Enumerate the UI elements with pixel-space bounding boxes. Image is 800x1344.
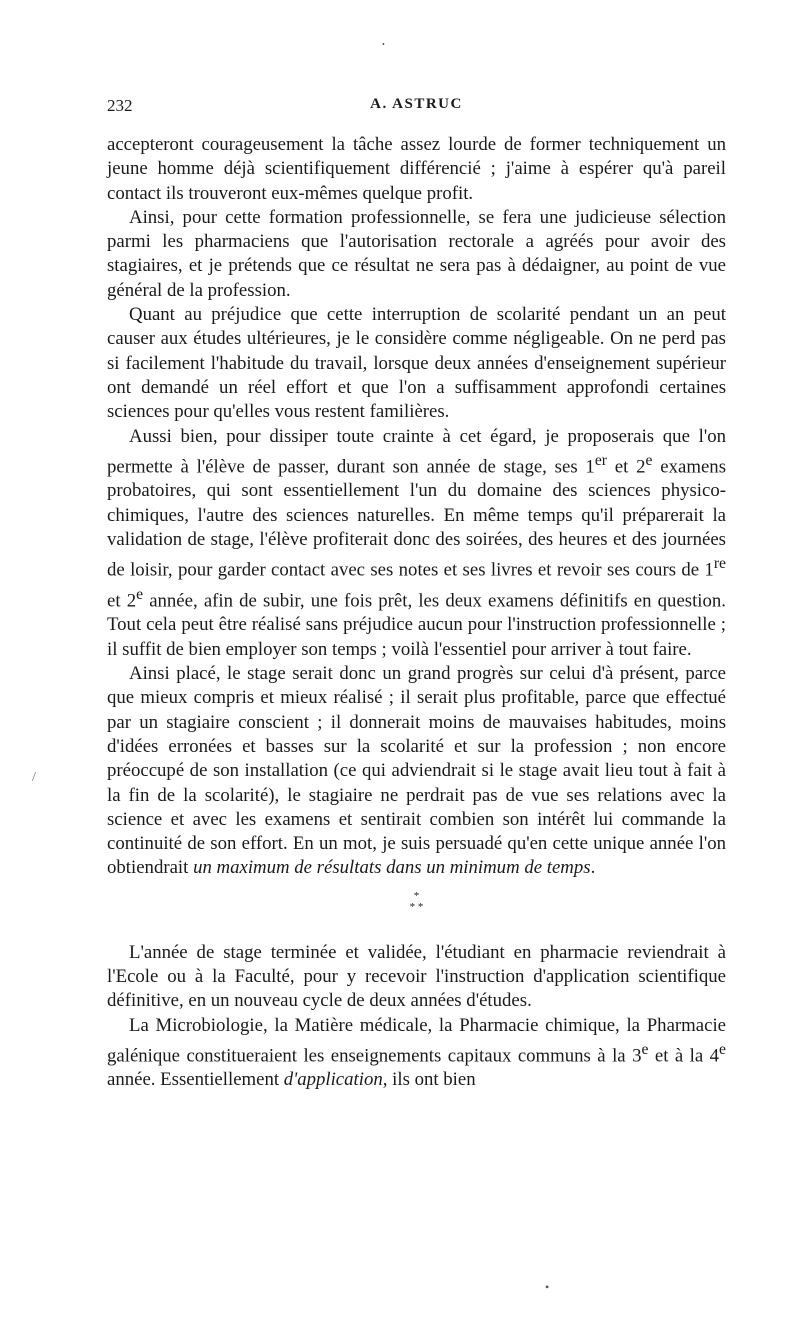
separator-stars-bottom: * * <box>409 900 424 913</box>
paragraph-1: accepteront courageusement la tâche assez lourde de former techniquement un jeune homme déjà scientifiquement différencié ; j'aime à espérer qu'à pareil contact ils trouveront eux-mêmes quelque profit. <box>107 134 726 204</box>
text-run: Aussi bien, pour dissiper toute crainte à cet égard, je proposerais que l'on permette à l'élève de passer, durant son année de stage, ses 1 <box>107 425 726 478</box>
margin-mark: / <box>32 770 36 785</box>
paragraph-4 <box>107 425 726 662</box>
paragraph-6: L'année de stage terminée et validée, l'étudiant en pharmacie reviendrait à l'Ecole ou à la Faculté, pour y recevoir l'instruction d'application scientifique définitive, en un nouveau cycle de deux années d'études. <box>107 941 726 1012</box>
superscript: e <box>136 585 144 603</box>
italic-text: un maximum de résultats dans un minimum de temps <box>193 857 591 879</box>
paragraph-2: Ainsi, pour cette formation professionnelle, se fera une judicieuse sélection parmi les pharmaciens que l'autorisation rectorale a agréés pour avoir des stagiaires, et je prétends que ce résultat ne sera pas à dédaigner, au point de vue général de la profession. <box>107 206 726 301</box>
text-run: année. Essentiellement <box>107 1069 284 1091</box>
text-run: Ainsi placé, le stage serait donc un grand progrès sur celui d'à présent, parce que mieux compris et mieux réalisé ; il serait plus profitable, parce que effectué par un stagiaire conscient ; il donnerait moins de mauvaises habitudes, moins d'idées erronées et basses sur la scolarité et sur la profession ; non encore préoccupé de son installation (ce qui adviendrait si le stage avait lieu tout à fait à la fin de la scolarité), le stagiaire ne perdrait pas de vue ses relations avec la science et avec les examens et sentirait combien son intérêt lui commande la continuité de son effort. En un mot, je suis persuadé qu'en cette unique année l'on obtiendrait <box>107 663 726 879</box>
text-run: et 2 <box>107 590 137 612</box>
superscript: e <box>641 1040 649 1058</box>
print-speck: • <box>545 1280 550 1294</box>
italic-text: d'application <box>283 1069 383 1091</box>
text-run: année, afin de subir, une fois prêt, les deux examens définitifs en question. Tout cela peut être réalisé sans préjudice aucun pour l'instruction professionnelle ; il suffit de bien employer son temps ; voilà l'essentiel pour arriver à tout faire. <box>107 590 726 660</box>
page-number: 232 <box>107 96 133 115</box>
running-head: A. ASTRUC <box>370 96 463 112</box>
page-header <box>107 96 726 120</box>
paragraph-7 <box>107 1014 726 1093</box>
text-run: et à la 4 <box>648 1045 720 1067</box>
text-run: , ils ont bien <box>382 1069 476 1091</box>
superscript: re <box>713 555 726 573</box>
body-text <box>107 133 726 1093</box>
paragraph-5 <box>107 662 726 881</box>
superscript: e <box>645 451 653 469</box>
superscript: er <box>594 451 607 469</box>
separator-star-top: * <box>413 889 420 902</box>
text-run: examens probatoires, qui sont essentiellement l'un du domaine des sciences physico-chimiques, l'autre des sciences naturelles. En même temps qu'il préparerait la validation de stage, l'élève profiterait donc des soirées, des heures et des journées de loisir, pour garder contact avec ses notes et ses livres et revoir ses cours de 1 <box>107 456 727 581</box>
text-run: et 2 <box>607 456 646 478</box>
superscript: e <box>719 1040 726 1058</box>
text-run: La Microbiologie, la Matière médicale, la Pharmacie chimique, la Pharmacie galénique constitueraient les enseignements capitaux communs à la 3 <box>107 1014 726 1067</box>
text-run: . <box>590 857 596 879</box>
paragraph-3: Quant au préjudice que cette interruption de scolarité pendant un an peut causer aux études ultérieures, je le considère comme négligeable. On ne perd pas si facilement l'habitude du travail, lorsque deux années d'enseignement supérieur ont demandé un réel effort et que l'on a suffisamment approfondi certaines sciences pour qu'elles vous restent familières. <box>107 304 726 423</box>
section-separator <box>107 891 726 913</box>
print-speck: • <box>382 40 385 49</box>
